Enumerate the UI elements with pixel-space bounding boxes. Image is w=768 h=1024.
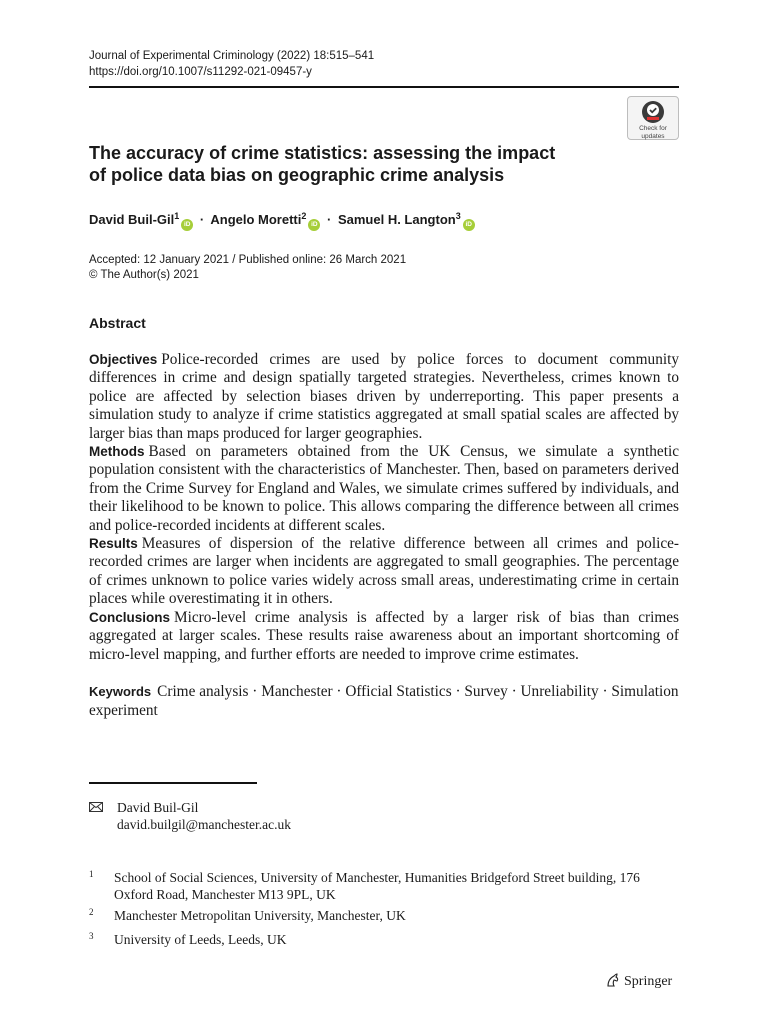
author-affiliation-mark: 2 (301, 211, 307, 221)
corresponding-author (89, 799, 291, 833)
publication-dates (89, 253, 406, 283)
section-label: Objectives (89, 352, 158, 367)
affiliation-number: 2 (89, 907, 94, 917)
envelope-icon (89, 802, 103, 812)
abstract-objectives (89, 351, 679, 443)
abstract-body (89, 351, 679, 664)
paper-title (89, 142, 609, 186)
section-label: Results (89, 536, 138, 552)
title-line-1: The accuracy of crime statistics: assessing the impact (89, 143, 556, 163)
copyright-line (89, 268, 406, 283)
copyright-icon: © (89, 269, 101, 281)
author-affiliation-mark: 1 (174, 211, 180, 221)
check-for-updates-badge[interactable] (627, 96, 679, 140)
affiliation-line: Manchester Metropolitan University, Manchester, UK (114, 908, 406, 923)
accepted-published-dates: Accepted: 12 January 2021 / Published online: 26 March 2021 (89, 254, 407, 266)
affiliation-number: 1 (89, 869, 94, 879)
author-name[interactable]: Samuel H. Langton (337, 212, 456, 227)
affiliation-line: School of Social Sciences, University of Manchester, Humanities Bridgeford Street building, 176 (114, 870, 640, 885)
orcid-icon[interactable]: iD (308, 219, 320, 231)
publisher-logo (605, 972, 672, 990)
section-label: Methods (89, 444, 145, 460)
section-text: Based on parameters obtained from the UK Census, we simulate a synthetic population consistent with the characteristics of Manchester. Then, based on parameters derived from the Crime Survey for England and Wales, we simulate crimes suffered by individuals, and their likelihood to be known to police. This allows comparing the difference between all crimes and police-recorded incidents at different scales. (89, 443, 679, 534)
section-text: Measures of dispersion of the relative difference between all crimes and police-recorded crimes are larger when incidents are aggregated to small geographies. The percentage of crimes unknown to police varies widely across small areas, underestimating crime in certain places while overestimating it in others. (89, 535, 679, 608)
affiliation-line: University of Leeds, Leeds, UK (114, 932, 287, 947)
author-name[interactable]: Angelo Moretti (210, 212, 302, 227)
copyright-text: The Author(s) 2021 (100, 269, 199, 281)
section-text: Micro-level crime analysis is affected by a larger risk of bias than crimes aggregated at larger scales. These results raise awareness about an important shortcoming of micro-level mapping, and further efforts are needed to improve crime estimates. (89, 608, 679, 663)
badge-line-2: updates (641, 133, 665, 140)
author-separator: · (327, 212, 332, 227)
orcid-icon[interactable]: iD (181, 219, 193, 231)
section-label: Conclusions (89, 609, 171, 625)
orcid-icon[interactable]: iD (463, 219, 475, 231)
footnote-rule (89, 782, 257, 784)
section-text: Police-recorded crimes are used by police forces to document community differences in crime and design spatially targeted strategies. Nevertheless, crimes known to police are affected by selection biases driven by underreporting. This paper presents a simulation study to analyze if crime statistics aggregated at small spatial scales are affected by larger bias than maps produced for larger geographies. (89, 351, 679, 442)
affiliation-item (89, 907, 679, 924)
abstract-conclusions (89, 609, 679, 664)
keywords-text: Crime analysis · Manchester · Official Statistics · Survey · Unreliability · Simulation experiment (89, 683, 679, 719)
author-name[interactable]: David Buil-Gil (89, 212, 175, 227)
abstract-methods (89, 443, 679, 535)
abstract-heading: Abstract (89, 315, 146, 331)
keywords-label: Keywords (89, 684, 152, 699)
publisher-name: Springer (624, 974, 673, 989)
author-list (89, 211, 475, 231)
affiliation-item (89, 931, 679, 948)
affiliation-line: Oxford Road, Manchester M13 9PL, UK (114, 887, 336, 902)
springer-horse-icon (605, 972, 621, 988)
contact-email[interactable]: david.builgil@manchester.ac.uk (117, 817, 292, 832)
check-updates-icon (641, 100, 665, 124)
journal-citation: Journal of Experimental Criminology (2022) 18:515–541 (89, 50, 375, 62)
affiliation-item (89, 869, 679, 903)
title-line-2: of police data bias on geographic crime analysis (89, 165, 505, 185)
doi-link[interactable]: https://doi.org/10.1007/s11292-021-09457-y (89, 66, 312, 78)
abstract-results (89, 535, 679, 609)
header-rule (89, 86, 679, 88)
author-separator: · (199, 212, 205, 227)
contact-name: David Buil-Gil (117, 800, 199, 815)
badge-line-1: Check for (639, 125, 667, 132)
keywords (89, 682, 679, 720)
author-affiliation-mark: 3 (455, 211, 461, 221)
journal-header (89, 48, 374, 80)
affiliation-number: 3 (89, 931, 94, 941)
